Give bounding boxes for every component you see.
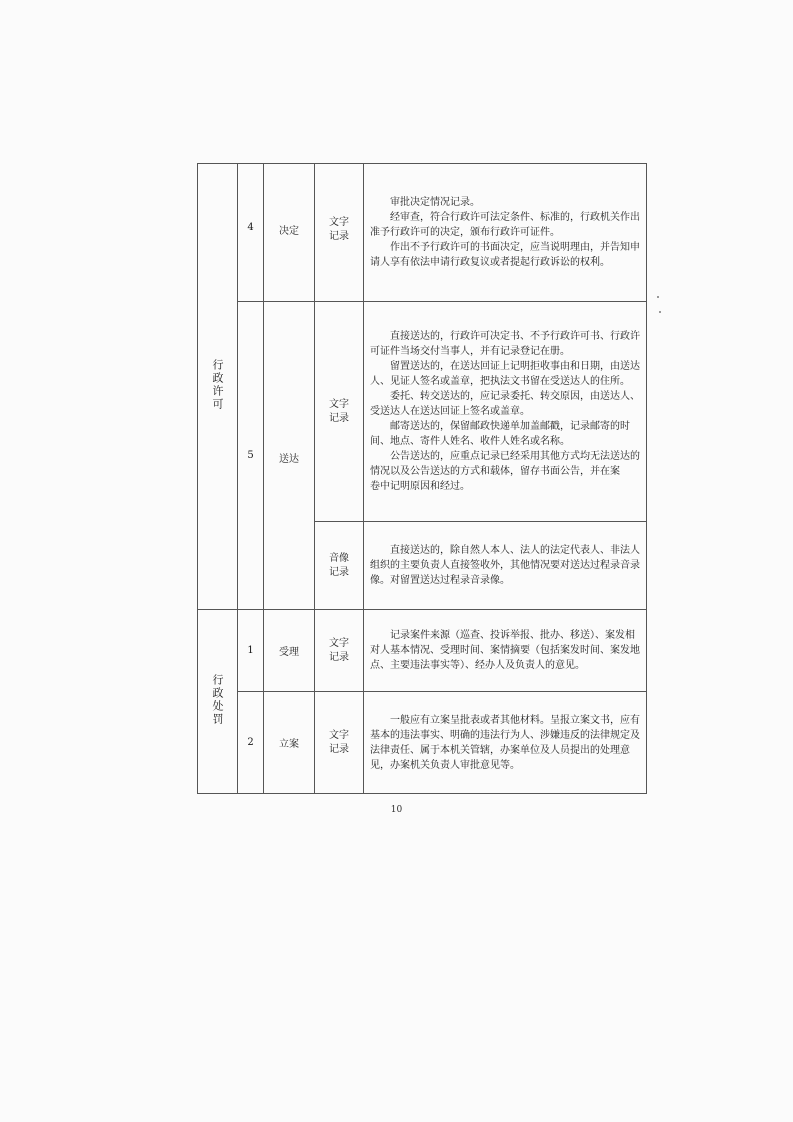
record-form [315, 692, 364, 794]
content-paragraph: 直接送达的，行政许可决定书、不予行政许可书、行政许可证件当场交付当事人，并有记录登记在册。 [370, 331, 640, 357]
table-row [198, 164, 647, 302]
scan-speck [657, 296, 659, 298]
category-label: 行政处罚 [211, 674, 224, 726]
record-form-line: 记录 [329, 412, 349, 424]
record-form-line: 文字 [329, 398, 349, 410]
stage-label: 受理 [264, 610, 315, 692]
record-form [315, 164, 364, 302]
record-form-line: 记录 [329, 231, 349, 242]
stage-label: 送达 [264, 302, 315, 610]
content-paragraph: 一般应有立案呈批表或者其他材料。呈报立案文书，应有基本的违法事实、明确的违法行为人、涉嫌违反的法律规定及法律责任、属于本机关管辖，办案单位及人员提出的处理意见，办案机关负责人审批意见等。 [370, 714, 640, 771]
row-number: 2 [238, 692, 264, 794]
record-form-line: 文字 [329, 729, 349, 741]
record-form-line: 音像 [329, 552, 349, 564]
record-content [364, 522, 647, 610]
category-label: 行政许可 [211, 359, 224, 411]
record-form [315, 302, 364, 522]
table-row [198, 302, 647, 522]
record-content [364, 302, 647, 522]
content-paragraph: 记录案件来源（巡查、投诉举报、批办、移送）、案发相对人基本情况、受理时间、案情摘要（包括案发时间、案发地点、主要违法事实等）、经办人及负责人的意见。 [370, 630, 640, 671]
row-number: 4 [238, 164, 264, 302]
content-paragraph: 经审查，符合行政许可法定条件、标准的，行政机关作出准予行政许可的决定，颁布行政许可证件。 [370, 212, 640, 238]
category-cell-admin-license [198, 164, 238, 610]
category-cell-admin-penalty [198, 610, 238, 794]
row-number: 5 [238, 302, 264, 610]
record-form-line: 记录 [329, 566, 349, 578]
row-number: 1 [238, 610, 264, 692]
page-number: 10 [390, 805, 403, 815]
content-paragraph: 直接送达的，除自然人本人、法人的法定代表人、非法人组织的主要负责人直接签收外，其他情况要对送达过程录音录像。对留置送达过程录音录像。 [370, 545, 640, 586]
stage-label: 立案 [264, 692, 315, 794]
record-content [364, 692, 647, 794]
content-paragraph: 公告送达的，应重点记录已经采用其他方式均无法送达的情况以及公告送达的方式和载体，留存书面公告，并在案 [370, 451, 640, 477]
content-paragraph: 作出不予行政许可的书面决定，应当说明理由，并告知申请人享有依法申请行政复议或者提起行政诉讼的权利。 [370, 242, 640, 268]
record-form-line: 文字 [329, 637, 349, 649]
content-paragraph: 委托、转交送达的，应记录委托、转交原因，由送达人、受送达人在送达回证上签名或盖章。 [370, 391, 640, 417]
record-form [315, 522, 364, 610]
content-paragraph: 留置送达的，在送达回证上记明拒收事由和日期，由送达人、见证人签名或盖章，把执法文书留在受送达人的住所。 [370, 361, 640, 387]
record-content [364, 164, 647, 302]
content-paragraph: 卷中记明原因和经过。 [370, 481, 470, 492]
table-row [198, 692, 647, 794]
stage-label: 决定 [264, 164, 315, 302]
scan-speck [659, 311, 661, 313]
record-content [364, 610, 647, 692]
record-form-line: 记录 [329, 651, 349, 663]
table-row [198, 610, 647, 692]
record-form [315, 610, 364, 692]
content-paragraph: 审批决定情况记录。 [390, 197, 480, 208]
records-table [197, 163, 647, 794]
content-paragraph: 邮寄送达的，保留邮政快递单加盖邮戳，记录邮寄的时间、地点、寄件人姓名、收件人姓名或名称。 [370, 421, 630, 447]
record-form-line: 文字 [329, 217, 349, 228]
record-form-line: 记录 [329, 743, 349, 755]
